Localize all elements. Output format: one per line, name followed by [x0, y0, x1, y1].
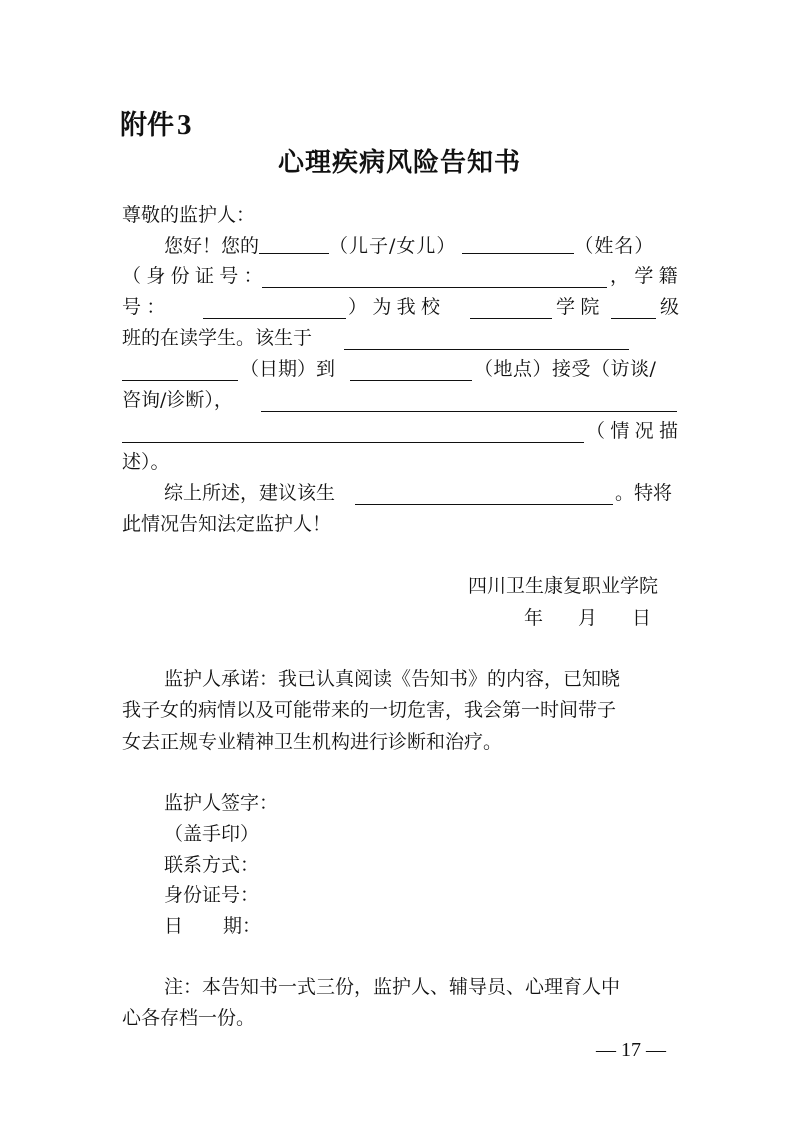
body-line-7: （情况描 [586, 420, 684, 442]
situation-blank-1 [261, 411, 677, 412]
student-no-label: ，学籍 [610, 265, 683, 287]
salutation: 尊敬的监护人： [122, 204, 256, 226]
date-label [164, 917, 261, 936]
student-no-blank [203, 318, 346, 319]
relation-text: （儿子/女儿） [329, 235, 457, 257]
date-label-a: 日 [164, 915, 184, 937]
body-line-3-d: 级 [660, 296, 680, 318]
body-line-5-a: （日期）到 [240, 358, 336, 380]
body-line-3-b: ）为我校 [348, 296, 446, 318]
attachment-text: 附件 [120, 110, 174, 141]
name-blank [462, 236, 574, 254]
issuer-day: 日 [632, 607, 652, 629]
grade-blank [611, 318, 656, 319]
body-line-3-a: 号： [122, 296, 171, 318]
body-line-3-c: 学院 [556, 296, 605, 318]
place-blank [350, 380, 472, 381]
body-line-2: （身份证号： [122, 265, 268, 287]
date-label-b: 期： [223, 915, 262, 937]
commitment-line-1: 监护人承诺：我已认真阅读《告知书》的内容，已知晓 [164, 668, 621, 690]
body-line-8: 述）。 [122, 451, 170, 473]
id-number-blank [262, 287, 607, 288]
note-line-1: 注：本告知书一式三份，监护人、辅导员、心理育人中 [164, 976, 621, 998]
issuer-month: 月 [578, 607, 598, 629]
issuer-name: 四川卫生康复职业学院 [468, 575, 659, 597]
attachment-label [120, 111, 192, 140]
commitment-line-3: 女去正规专业精神卫生机构进行诊断和治疗。 [122, 731, 503, 753]
body-line-9-a: 综上所述，建议该生 [164, 482, 336, 504]
relation-blank [259, 236, 329, 254]
body-line-9-b: 。特将 [615, 482, 673, 504]
page-number: — 17 — [596, 1039, 666, 1061]
body-line-5-b: （地点）接受（访谈/ [474, 358, 657, 380]
greeting-text: 您好！您的 [164, 235, 260, 257]
attachment-number: 3 [177, 109, 192, 141]
fingerprint-label: （盖手印） [164, 823, 260, 845]
date-blank-1 [344, 349, 629, 350]
contact-label: 联系方式： [164, 854, 260, 876]
recommendation-blank [355, 504, 613, 505]
body-line-4: 班的在读学生。该生于 [122, 327, 313, 349]
page-title: 心理疾病风险告知书 [278, 148, 522, 178]
date-blank-2 [122, 380, 238, 381]
body-line-1 [164, 236, 654, 256]
body-line-10: 此情况告知法定监护人！ [122, 513, 332, 535]
guardian-signature-label: 监护人签字： [164, 792, 279, 814]
note-line-2: 心各存档一份。 [122, 1007, 256, 1029]
id-label: 身份证号： [164, 884, 260, 906]
name-label: （姓名） [574, 235, 655, 257]
body-line-6: 咨询/诊断）， [122, 389, 233, 411]
college-blank [470, 318, 552, 319]
commitment-line-2: 我子女的病情以及可能带来的一切危害，我会第一时间带子 [122, 699, 617, 721]
situation-blank-2 [122, 442, 584, 443]
issuer-date [524, 609, 651, 628]
issuer-year: 年 [524, 607, 544, 629]
